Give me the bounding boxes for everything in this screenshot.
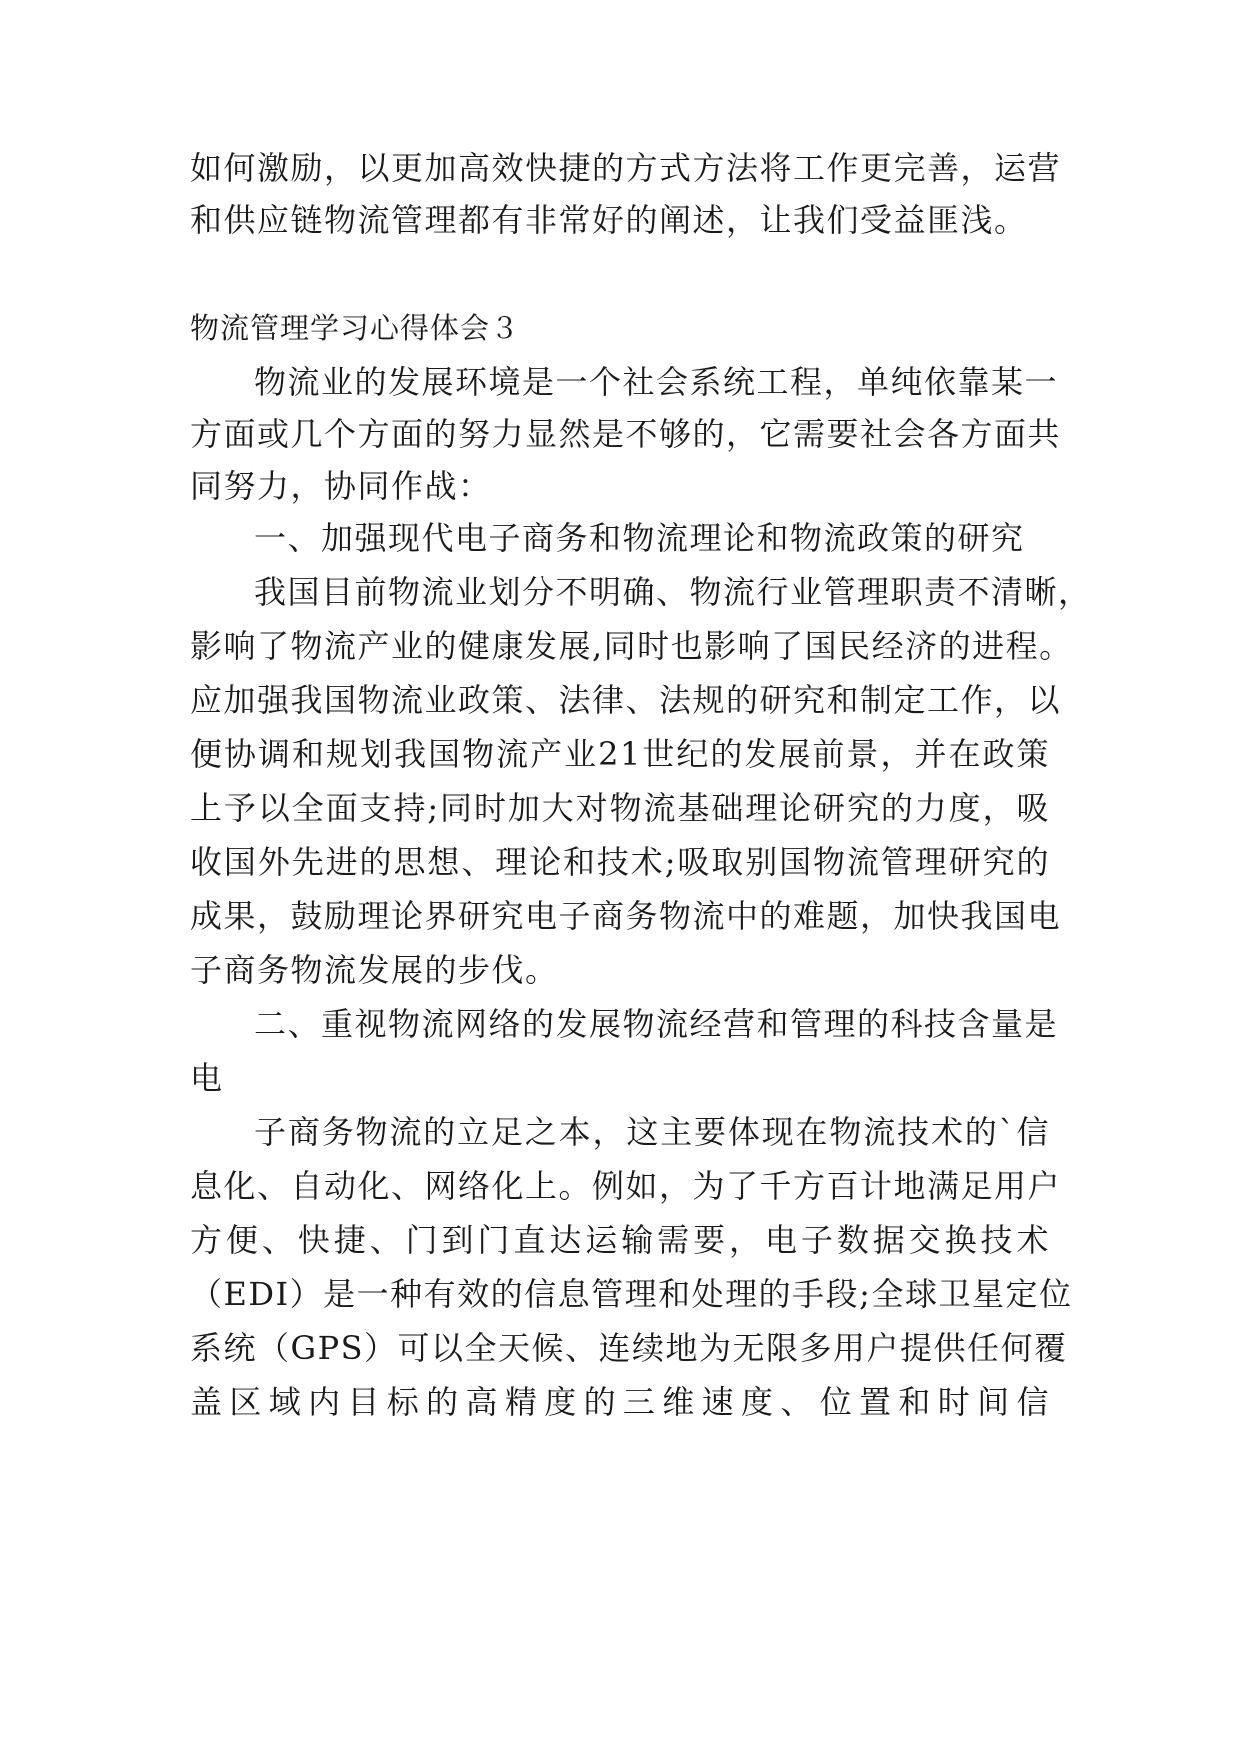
paragraph-line: 成果，鼓励理论界研究电子商务物流中的难题，加快我国电 [190,897,1062,935]
paragraph-line: 系统（GPS）可以全天候、连续地为无限多用户提供任何覆 [190,1329,1068,1367]
section-heading: 物流管理学习心得体会３ [190,311,521,345]
subheading: 一、加强现代电子商务和物流理论和物流政策的研究 [254,519,1025,557]
paragraph-line: （EDI）是一种有效的信息管理和处理的手段;全球卫星定位 [190,1275,1073,1313]
paragraph-line: 方便、快捷、门到门直达运输需要，电子数据交换技术 [190,1221,1050,1259]
paragraph-line: 我国目前物流业划分不明确、物流行业管理职责不清晰， [254,573,1092,611]
paragraph-line: 物流业的发展环境是一个社会系统工程，单纯依靠某一 [254,363,1059,401]
paragraph-line: 收国外先进的思想、理论和技术;吸取别国物流管理研究的 [190,843,1050,881]
paragraph-line: 便协调和规划我国物流产业21世纪的发展前景，并在政策 [190,735,1050,773]
paragraph-line: 同努力，协同作战： [190,467,492,505]
paragraph-line: 盖区域内目标的高精度的三维速度、位置和时间信 [190,1383,1050,1421]
paragraph-line: 和供应链物流管理都有非常好的阐述，让我们受益匪浅。 [190,201,1028,239]
paragraph-line: 如何激励，以更加高效快捷的方式方法将工作更完善，运营 [190,149,1062,187]
paragraph-line: 应加强我国物流业政策、法律、法规的研究和制定工作，以 [190,681,1062,719]
paragraph-line: 子商务物流的立足之本，这主要体现在物流技术的`信 [254,1113,1050,1151]
paragraph-line: 子商务物流发展的步伐。 [190,951,559,989]
paragraph-line: 影响了物流产业的健康发展,同时也影响了国民经济的进程。 [190,627,1073,665]
paragraph-line: 上予以全面支持;同时加大对物流基础理论研究的力度，吸 [190,789,1050,827]
paragraph-line: 息化、自动化、网络化上。例如，为了千方百计地满足用户 [190,1167,1062,1205]
paragraph-line: 方面或几个方面的努力显然是不够的，它需要社会各方面共 [190,415,1062,453]
subheading: 二、重视物流网络的发展物流经营和管理的科技含量是 [254,1005,1059,1043]
subheading-continuation: 电 [190,1059,224,1097]
